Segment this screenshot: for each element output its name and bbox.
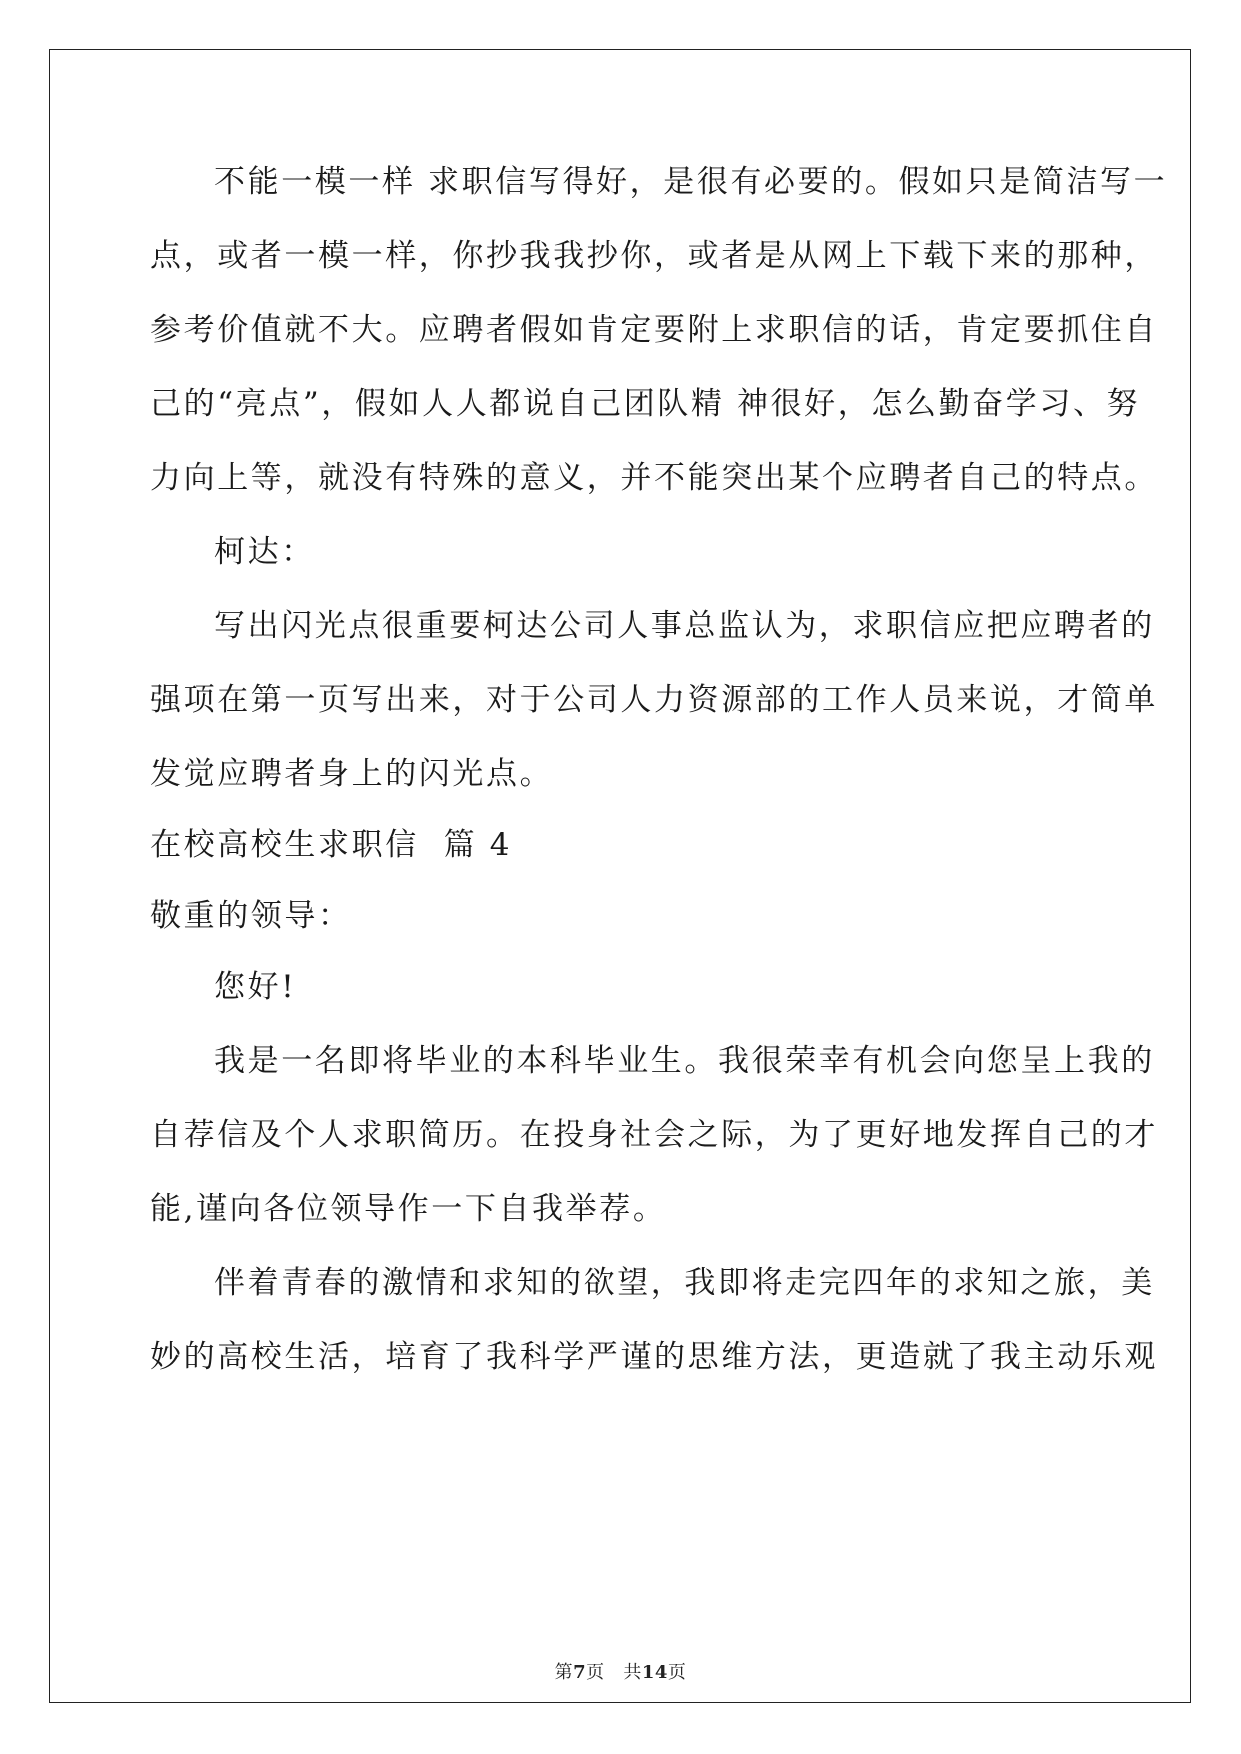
page-border <box>49 49 1191 1703</box>
page-footer <box>0 1658 1241 1684</box>
total-prefix: 共 <box>623 1662 642 1683</box>
paragraph-line: 自荐信及个人求职简历。在投身社会之际，为了更好地发挥自己的才 <box>150 1117 1158 1153</box>
salutation: 敬重的领导： <box>150 898 352 934</box>
paragraph-line: 我是一名即将毕业的本科毕业生。我很荣幸有机会向您呈上我的 <box>214 1043 1155 1079</box>
paragraph-line: 能,谨向各位领导作一下自我举荐。 <box>150 1191 667 1227</box>
paragraph-line: 发觉应聘者身上的闪光点。 <box>150 756 554 792</box>
page-prefix: 第 <box>554 1662 574 1683</box>
paragraph-line: 己的“亮点”，假如人人都说自己团队精 神很好，怎么勤奋学习、努 <box>150 386 1141 422</box>
paragraph-line: 写出闪光点很重要柯达公司人事总监认为，求职信应把应聘者的 <box>214 608 1155 644</box>
paragraph-line: 妙的高校生活，培育了我科学严谨的思维方法，更造就了我主动乐观 <box>150 1339 1158 1375</box>
paragraph-line: 不能一模一样 求职信写得好，是很有必要的。假如只是简洁写一 <box>214 164 1168 200</box>
paragraph-line: 参考价值就不大。应聘者假如肯定要附上求职信的话，肯定要抓住自 <box>150 312 1158 348</box>
paragraph-line: 点，或者一模一样，你抄我我抄你，或者是从网上下载下来的那种， <box>150 238 1158 274</box>
greeting: 您好! <box>214 969 297 1005</box>
paragraph-line: 力向上等，就没有特殊的意义，并不能突出某个应聘者自己的特点。 <box>150 460 1158 496</box>
paragraph-line: 强项在第一页写出来，对于公司人力资源部的工作人员来说，才简单 <box>150 682 1158 718</box>
total-pages: 14 <box>641 1662 668 1683</box>
page-number: 7 <box>573 1662 587 1683</box>
paragraph-line: 伴着青春的激情和求知的欲望，我即将走完四年的求知之旅，美 <box>214 1265 1155 1301</box>
section-heading: 在校高校生求职信 篇 4 <box>150 827 513 863</box>
page-suffix: 页 <box>586 1662 605 1683</box>
total-suffix: 页 <box>667 1662 687 1683</box>
section-label: 柯达： <box>214 534 315 570</box>
